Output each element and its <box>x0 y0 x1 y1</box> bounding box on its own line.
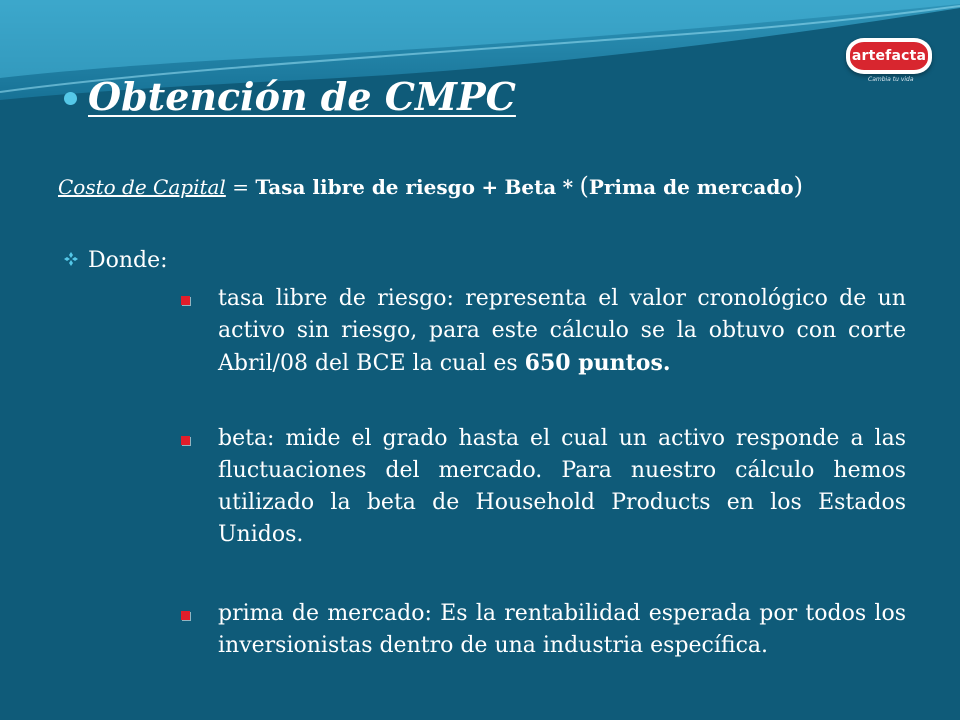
checkbox-bullet-icon <box>181 436 190 445</box>
list-item-risk-free-rate <box>218 283 906 380</box>
list-item-text: prima de mercado: Es la rentabilidad esperada por todos los inversionistas dentro de una industria específica. <box>218 601 906 658</box>
formula-label: Costo de Capital <box>58 175 226 199</box>
list-item-highlight: 650 puntos. <box>524 350 671 376</box>
formula-plus: + <box>481 175 499 199</box>
logo-tagline: Cambia tu vida <box>868 76 914 83</box>
formula-equals: = <box>232 175 249 199</box>
capital-cost-formula <box>58 172 803 200</box>
title-bullet-icon <box>64 92 77 105</box>
formula-market-premium: Prima de mercado <box>588 175 794 199</box>
formula-risk-free: Tasa libre de riesgo <box>255 175 475 199</box>
list-item-beta <box>218 423 906 551</box>
checkbox-bullet-icon <box>181 611 190 620</box>
diamond-bullet-icon <box>64 252 78 266</box>
list-item-text: tasa libre de riesgo: representa el valor cronológico de un activo sin riesgo, para este cálculo se la obtuvo con corte Abril/08 del BCE la cual es <box>218 286 906 376</box>
artefacta-logo <box>846 38 932 74</box>
formula-close-paren: ) <box>793 172 804 200</box>
slide-title: Obtención de CMPC <box>88 74 516 119</box>
formula-open-paren: ( <box>579 172 589 200</box>
formula-times: * <box>562 175 574 199</box>
list-item-market-premium <box>218 598 906 662</box>
formula-beta: Beta <box>504 175 557 199</box>
donde-label: Donde: <box>88 248 168 273</box>
checkbox-bullet-icon <box>181 296 190 305</box>
logo-brand-text: artefacta <box>850 42 928 70</box>
list-item-text: beta: mide el grado hasta el cual un activo responde a las fluctuaciones del mercado. Para nuestro cálculo hemos utilizado la beta de Household Products en los Estados Unidos. <box>218 426 906 547</box>
